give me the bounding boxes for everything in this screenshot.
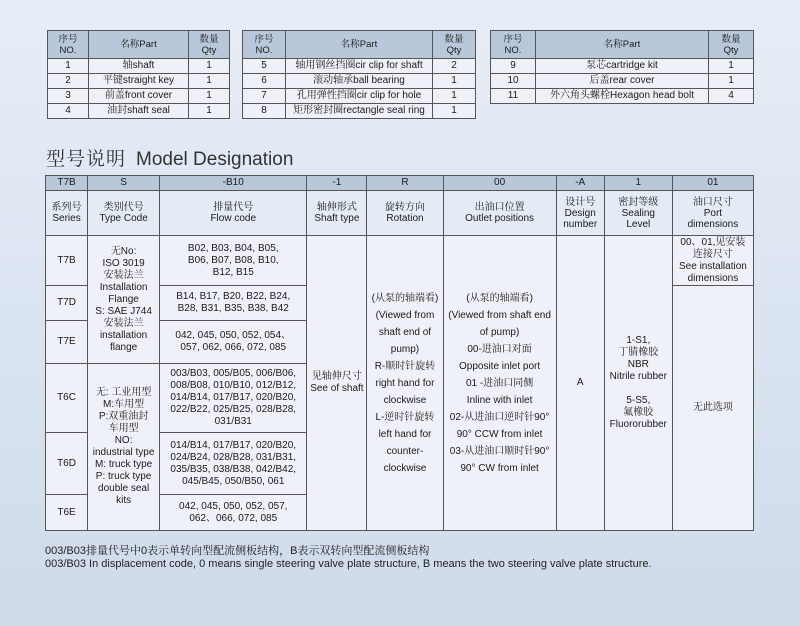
part-row: [48, 89, 230, 104]
design-number-cell: A: [556, 236, 604, 531]
shaft-type-cell: 见轴伸尺寸 See of shaft: [307, 236, 367, 531]
part-row: [48, 74, 230, 89]
series-cell: T6D: [46, 433, 88, 495]
flow-code-cell: 042, 045, 050, 052, 054、 057, 062, 066, 072, 085: [160, 321, 307, 364]
part-part: 前盖front cover: [89, 89, 189, 104]
part-no: 2: [48, 74, 89, 89]
part-no: 11: [491, 89, 536, 104]
series-cell: T7B: [46, 236, 88, 286]
col-no: 序号 NO.: [491, 31, 536, 59]
flow-code-cell: 042, 045, 050, 052, 057, 062、066, 072, 085: [160, 495, 307, 531]
part-row: [491, 74, 754, 89]
part-row: [243, 74, 476, 89]
part-qty: 2: [433, 59, 476, 74]
rotation-cell: (从泵的轴端看) (Viewed from shaft end of pump) R-顺时针旋转 right hand for clockwise L-逆时针旋转 left hand for counter- clockwise: [367, 236, 443, 531]
code-row: [46, 176, 754, 191]
code-cell: -1: [307, 176, 367, 191]
part-no: 8: [243, 104, 286, 119]
code-cell: T7B: [46, 176, 88, 191]
col-part: 名称Part: [89, 31, 189, 59]
header-flow-code: 排量代号 Flow code: [160, 191, 307, 236]
part-row: [48, 104, 230, 119]
part-row: [243, 104, 476, 119]
part-part: 后盖rear cover: [536, 74, 709, 89]
part-row: [243, 59, 476, 74]
part-part: 泵芯cartridge kit: [536, 59, 709, 74]
part-qty: 1: [189, 59, 230, 74]
part-no: 7: [243, 89, 286, 104]
col-part: 名称Part: [286, 31, 433, 59]
header-rotation: 旋转方向 Rotation: [367, 191, 443, 236]
flow-code-cell: 003/B03, 005/B05, 006/B06, 008/B08, 010/B10, 012/B12, 014/B14, 017/B17, 020/B20, 022/B22, 025/B25, 028/B28, 031/B31: [160, 364, 307, 433]
header-port: 油口尺寸 Port dimensions: [672, 191, 753, 236]
part-part: 轴用钢丝挡圈cir clip for shaft: [286, 59, 433, 74]
outlet-cell: (从泵的轴端看) (Viewed from shaft end of pump) 00-进油口对面 Opposite inlet port 01 -进油口同侧 Inline with inlet 02-从进油口逆时针90° 90° CCW from inlet 03-从进油口顺时针90° 90° CW from inlet: [443, 236, 556, 531]
part-qty: 1: [709, 74, 754, 89]
code-cell: 01: [672, 176, 753, 191]
part-no: 5: [243, 59, 286, 74]
series-cell: T6C: [46, 364, 88, 433]
header-type-code: 类别代号 Type Code: [88, 191, 160, 236]
series-cell: T7D: [46, 286, 88, 321]
part-row: [491, 59, 754, 74]
part-no: 1: [48, 59, 89, 74]
header-shaft-type: 轴伸形式 Shaft type: [307, 191, 367, 236]
footnotes: [45, 545, 652, 571]
code-cell: R: [367, 176, 443, 191]
type-code-cell: 无: 工业用型 M:车用型 P:双重油封 车用型 NO: industrial type M: truck type P: truck type double seal kits: [88, 364, 160, 531]
parts-table-3: [490, 30, 754, 104]
type-code-cell: 无No: ISO 3019 安装法兰 Installation Flange S: SAE J744 安装法兰 installation flange: [88, 236, 160, 364]
part-part: 油封shaft seal: [89, 104, 189, 119]
header-design: 设计号 Design number: [556, 191, 604, 236]
col-no: 序号 NO.: [48, 31, 89, 59]
series-cell: T6E: [46, 495, 88, 531]
parts-table-1: [47, 30, 230, 119]
part-no: 3: [48, 89, 89, 104]
code-cell: -B10: [160, 176, 307, 191]
header-series: 系列号 Series: [46, 191, 88, 236]
part-row: [243, 89, 476, 104]
part-qty: 1: [189, 89, 230, 104]
note-en: 003/B03 In displacement code, 0 means single steering valve plate structure, B means the two steering valve plate structure.: [45, 558, 652, 570]
col-no: 序号 NO.: [243, 31, 286, 59]
header-outlet: 出油口位置 Outlet positions: [443, 191, 556, 236]
sealing-cell: 1-S1, 丁腈橡胶 NBR Nitrile rubber 5-S5, 氟橡胶 Fluororubber: [604, 236, 672, 531]
part-no: 4: [48, 104, 89, 119]
code-cell: -A: [556, 176, 604, 191]
flow-code-cell: 014/B14, 017/B17, 020/B20, 024/B24, 028/B28, 031/B31, 035/B35, 038/B38, 042/B42, 045/B45, 050/B50, 061: [160, 433, 307, 495]
code-cell: 1: [604, 176, 672, 191]
col-qty: 数量 Qty: [709, 31, 754, 59]
part-row: [48, 59, 230, 74]
part-part: 平键straight key: [89, 74, 189, 89]
parts-table-2: [242, 30, 476, 119]
part-qty: 1: [189, 74, 230, 89]
code-cell: 00: [443, 176, 556, 191]
section-heading: [46, 144, 293, 171]
part-qty: 1: [433, 89, 476, 104]
port-cell: 00、01,见安装 连接尺寸 See installation dimensions: [672, 236, 753, 286]
part-no: 6: [243, 74, 286, 89]
part-row: [491, 89, 754, 104]
part-qty: 4: [709, 89, 754, 104]
part-part: 滚动轴承ball bearing: [286, 74, 433, 89]
flow-code-cell: B14, B17, B20, B22, B24, B28, B31, B35, B38, B42: [160, 286, 307, 321]
part-qty: 1: [433, 104, 476, 119]
col-qty: 数量 Qty: [189, 31, 230, 59]
series-cell: T7E: [46, 321, 88, 364]
part-part: 孔用弹性挡圈cir clip for hole: [286, 89, 433, 104]
part-part: 轴shaft: [89, 59, 189, 74]
note-cn: 003/B03排量代号中0表示单转向型配流侧板结构，B表示双转向型配流侧板结构: [45, 545, 430, 557]
code-cell: S: [88, 176, 160, 191]
model-designation-table: [45, 175, 754, 531]
part-part: 矩形密封圈rectangle seal ring: [286, 104, 433, 119]
part-part: 外六角头螺栓Hexagon head bolt: [536, 89, 709, 104]
part-no: 10: [491, 74, 536, 89]
part-qty: 1: [189, 104, 230, 119]
part-qty: 1: [709, 59, 754, 74]
port-cell: 无此选项: [672, 286, 753, 531]
header-sealing: 密封等级 Sealing Level: [604, 191, 672, 236]
heading-cn: 型号说明: [46, 149, 127, 170]
col-part: 名称Part: [536, 31, 709, 59]
col-qty: 数量 Qty: [433, 31, 476, 59]
heading-en: Model Designation: [136, 149, 294, 170]
header-row: [46, 191, 754, 236]
part-qty: 1: [433, 74, 476, 89]
flow-code-cell: B02, B03, B04, B05, B06, B07, B08, B10, B12, B15: [160, 236, 307, 286]
part-no: 9: [491, 59, 536, 74]
